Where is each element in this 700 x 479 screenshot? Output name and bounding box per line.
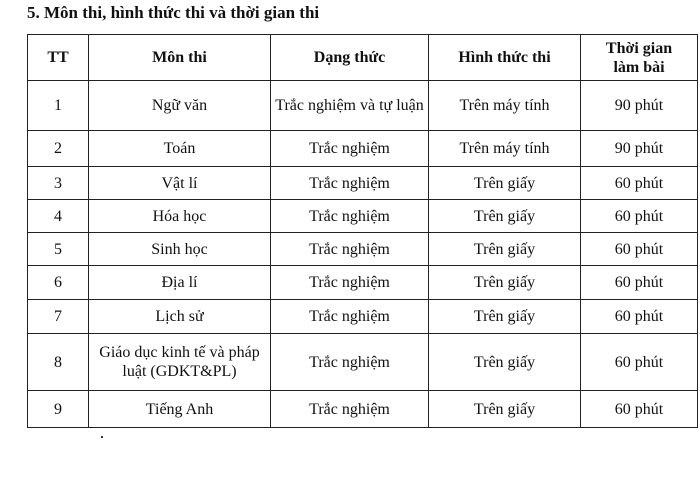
cell-subject: Giáo dục kinh tế và pháp luật (GDKT&PL) — [89, 334, 271, 391]
cell-duration: 60 phút — [581, 200, 698, 233]
header-format: Dạng thức — [271, 35, 429, 81]
cell-format: Trắc nghiệm — [271, 334, 429, 391]
cell-duration: 90 phút — [581, 131, 698, 167]
cell-mode: Trên giấy — [429, 300, 581, 334]
cell-duration: 60 phút — [581, 233, 698, 266]
header-row — [28, 35, 698, 81]
cell-subject: Địa lí — [89, 266, 271, 300]
cell-subject: Vật lí — [89, 167, 271, 200]
header-duration: Thời gian làm bài — [581, 35, 698, 81]
cell-mode: Trên giấy — [429, 334, 581, 391]
cell-format: Trắc nghiệm — [271, 131, 429, 167]
cell-format: Trắc nghiệm — [271, 266, 429, 300]
cell-duration: 60 phút — [581, 300, 698, 334]
cell-duration: 90 phút — [581, 81, 698, 131]
cell-mode: Trên giấy — [429, 391, 581, 428]
cell-format: Trắc nghiệm và tự luận — [271, 81, 429, 131]
cell-duration: 60 phút — [581, 334, 698, 391]
cell-subject: Sinh học — [89, 233, 271, 266]
header-tt: TT — [28, 35, 89, 81]
table-row — [28, 266, 698, 300]
table-row — [28, 233, 698, 266]
cell-format: Trắc nghiệm — [271, 233, 429, 266]
cell-format: Trắc nghiệm — [271, 200, 429, 233]
cell-subject: Toán — [89, 131, 271, 167]
table-row — [28, 200, 698, 233]
cell-row-number: 7 — [28, 300, 89, 334]
cell-subject: Hóa học — [89, 200, 271, 233]
cell-format: Trắc nghiệm — [271, 300, 429, 334]
cell-subject: Ngữ văn — [89, 81, 271, 131]
scan-speck — [101, 436, 103, 438]
cell-format: Trắc nghiệm — [271, 391, 429, 428]
cell-row-number: 4 — [28, 200, 89, 233]
cell-row-number: 8 — [28, 334, 89, 391]
cell-duration: 60 phút — [581, 167, 698, 200]
cell-mode: Trên máy tính — [429, 81, 581, 131]
exam-table — [27, 34, 698, 428]
cell-row-number: 9 — [28, 391, 89, 428]
table-row — [28, 167, 698, 200]
cell-row-number: 1 — [28, 81, 89, 131]
table-row — [28, 81, 698, 131]
cell-format: Trắc nghiệm — [271, 167, 429, 200]
cell-row-number: 3 — [28, 167, 89, 200]
cell-duration: 60 phút — [581, 391, 698, 428]
cell-duration: 60 phút — [581, 266, 698, 300]
cell-subject: Lịch sử — [89, 300, 271, 334]
table-row — [28, 334, 698, 391]
cell-row-number: 6 — [28, 266, 89, 300]
header-mode: Hình thức thi — [429, 35, 581, 81]
section-title: 5. Môn thi, hình thức thi và thời gian thi — [27, 3, 320, 22]
cell-subject: Tiếng Anh — [89, 391, 271, 428]
cell-mode: Trên giấy — [429, 266, 581, 300]
table-row — [28, 391, 698, 428]
cell-row-number: 2 — [28, 131, 89, 167]
cell-mode: Trên giấy — [429, 167, 581, 200]
table-row — [28, 131, 698, 167]
cell-mode: Trên máy tính — [429, 131, 581, 167]
cell-row-number: 5 — [28, 233, 89, 266]
table-row — [28, 300, 698, 334]
header-subject: Môn thi — [89, 35, 271, 81]
cell-mode: Trên giấy — [429, 233, 581, 266]
cell-mode: Trên giấy — [429, 200, 581, 233]
